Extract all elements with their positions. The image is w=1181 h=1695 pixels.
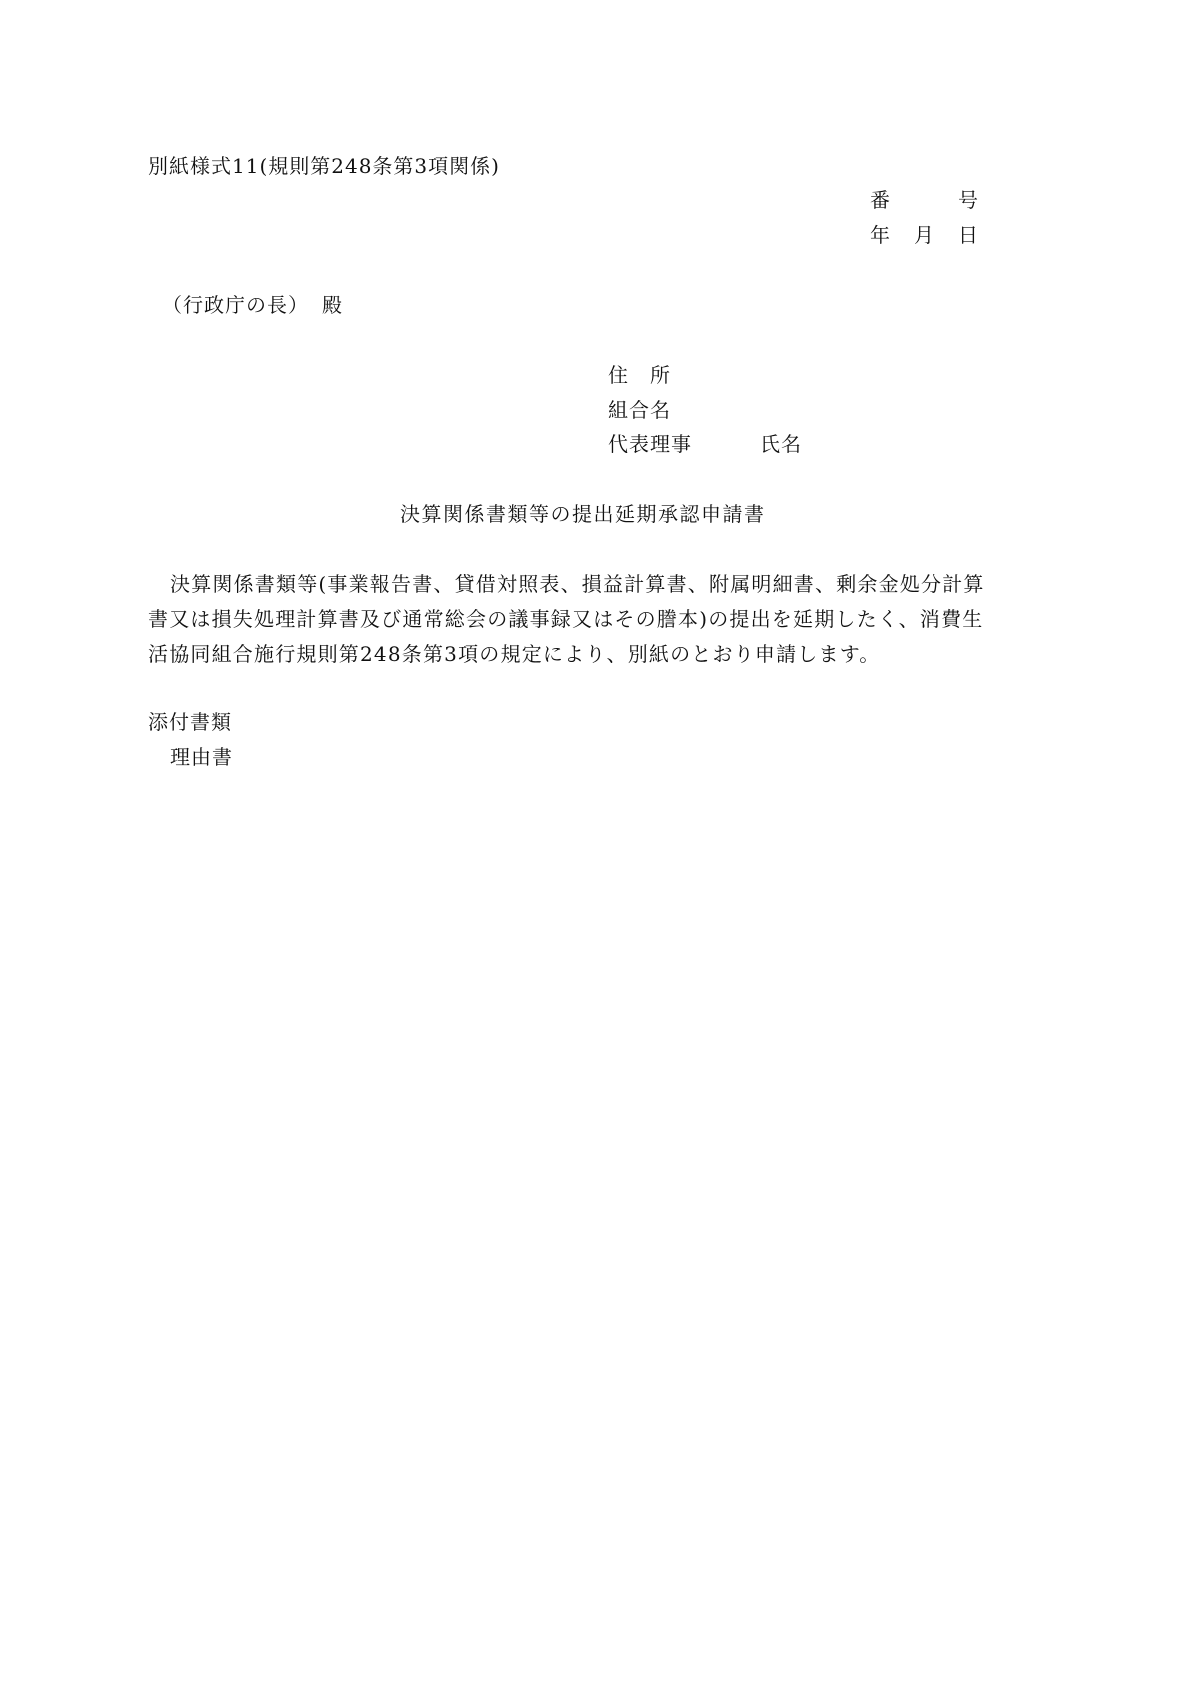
applicant-name-label: 氏名 xyxy=(760,432,802,456)
applicant-address-label: 住 所 xyxy=(608,363,671,387)
date-year-label: 年 xyxy=(870,223,891,247)
attachment-item: 理由書 xyxy=(170,745,233,769)
document-number-label: 番 xyxy=(870,188,891,212)
date-month-label: 月 xyxy=(914,223,935,247)
applicant-representative-label: 代表理事 xyxy=(608,432,692,456)
document-title: 決算関係書類等の提出延期承認申請書 xyxy=(400,502,766,526)
addressee-authority: （行政庁の長） xyxy=(162,293,309,317)
form-reference: 別紙様式11(規則第248条第3項関係) xyxy=(148,154,500,178)
addressee-honorific: 殿 xyxy=(322,293,343,317)
body-text-line: 活協同組合施行規則第248条第3項の規定により、別紙のとおり申請します。 xyxy=(148,642,881,666)
attachments-label: 添付書類 xyxy=(148,710,232,734)
body-text-line: 書又は損失処理計算書及び通常総会の議事録又はその謄本)の提出を延期したく、消費生 xyxy=(148,607,984,631)
date-day-label: 日 xyxy=(958,223,979,247)
body-text-line: 決算関係書類等(事業報告書、貸借対照表、損益計算書、附属明細書、剰余金処分計算 xyxy=(170,572,985,596)
document-number-suffix: 号 xyxy=(958,188,979,212)
applicant-organization-label: 組合名 xyxy=(608,398,671,422)
